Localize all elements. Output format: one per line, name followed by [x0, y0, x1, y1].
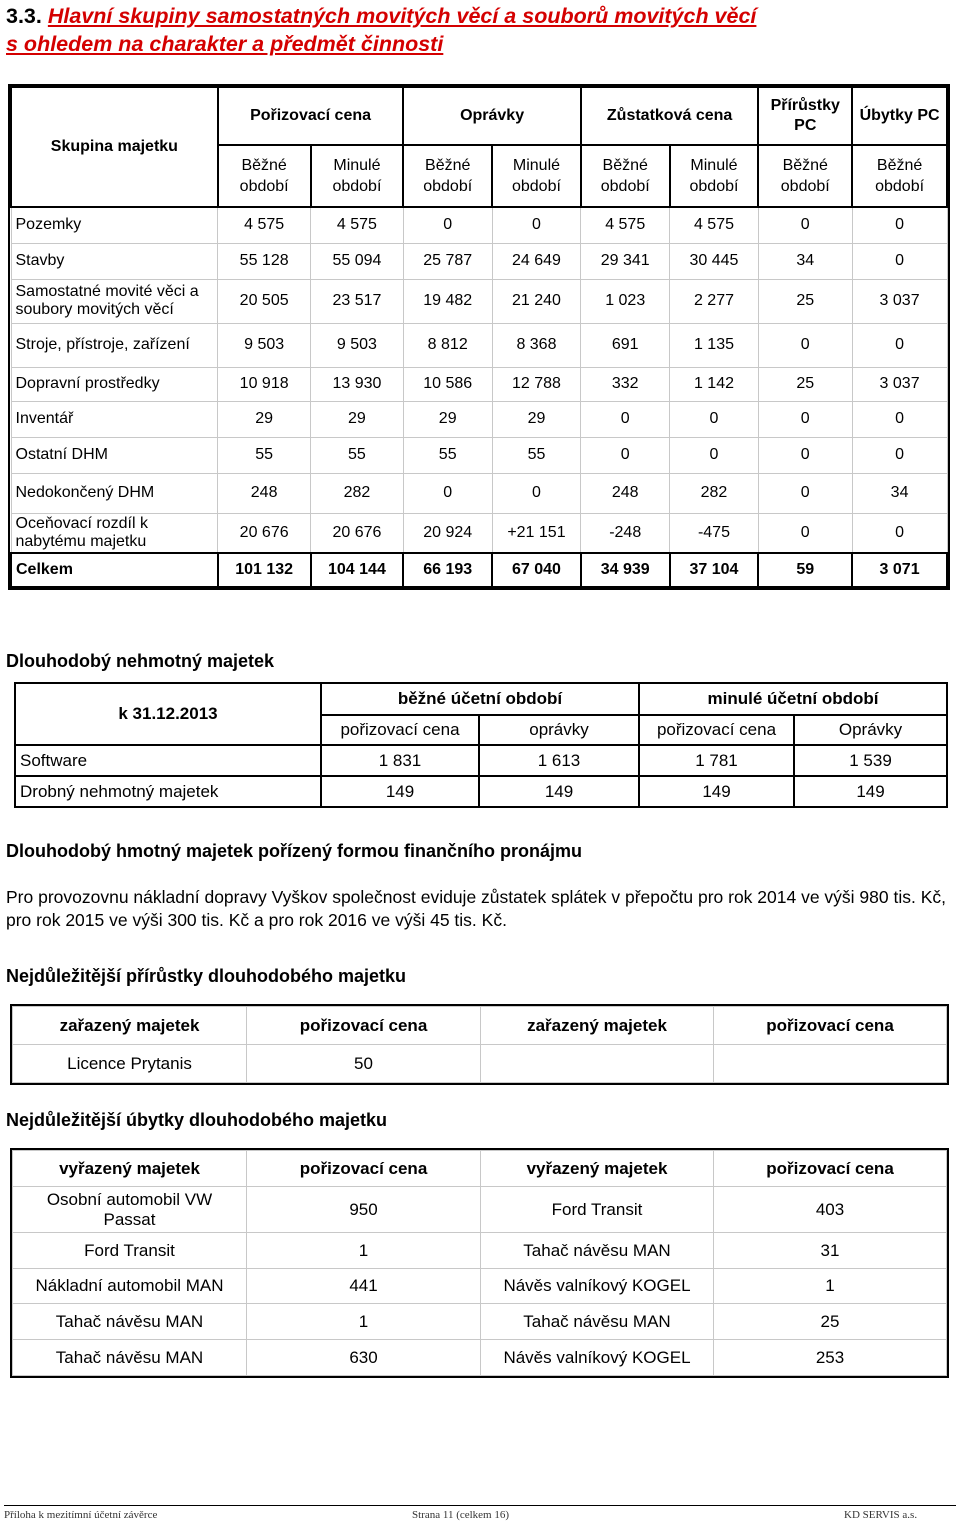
total-value: 101 132	[218, 553, 311, 587]
leasing-heading: Dlouhodobý hmotný majetek pořízený formou finančního pronájmu	[6, 841, 583, 861]
intangible-table	[14, 682, 948, 808]
intangible-current-period: běžné účetní období	[321, 683, 639, 715]
row-cell: 253	[714, 1340, 947, 1376]
row-cell: Ford Transit	[13, 1233, 247, 1269]
total-value: 37 104	[670, 553, 759, 587]
period-current: Běžné období	[852, 145, 947, 207]
disposals-header: pořizovací cena	[714, 1151, 947, 1187]
row-value: 12 788	[492, 367, 581, 401]
row-cell: Návěs valníkový KOGEL	[481, 1340, 714, 1376]
row-value: 55	[311, 437, 404, 473]
total-row	[11, 553, 947, 587]
row-value: 20 924	[403, 513, 492, 553]
row-value: 34	[758, 243, 852, 279]
row-value: 149	[794, 776, 947, 807]
row-cell: 630	[247, 1340, 481, 1376]
table-row	[11, 243, 947, 279]
additions-heading: Nejdůležitější přírůstky dlouhodobého majetku	[6, 966, 407, 986]
row-value: 29	[218, 401, 311, 437]
row-value: 29	[492, 401, 581, 437]
row-cell: Nákladní automobil MAN	[13, 1269, 247, 1304]
total-label: Celkem	[11, 553, 218, 587]
row-cell: 950	[247, 1187, 481, 1233]
table-row	[11, 323, 947, 367]
row-value: 13 930	[311, 367, 404, 401]
row-value: 0	[758, 207, 852, 243]
row-value: 4 575	[670, 207, 759, 243]
row-cell: 1	[714, 1269, 947, 1304]
total-value: 34 939	[581, 553, 670, 587]
row-value: 3 037	[852, 279, 947, 323]
period-current: Běžné období	[403, 145, 492, 207]
row-value: 0	[403, 473, 492, 513]
group-header: Skupina majetku	[11, 87, 218, 207]
intangible-previous-period: minulé účetní období	[639, 683, 947, 715]
row-label: Ostatní DHM	[11, 437, 218, 473]
row-value: 332	[581, 367, 670, 401]
intangible-col: pořizovací cena	[321, 715, 479, 745]
row-cell	[714, 1045, 947, 1083]
intangible-date: k 31.12.2013	[15, 683, 321, 745]
row-value: 8 812	[403, 323, 492, 367]
table-row	[11, 401, 947, 437]
additions-table	[12, 1006, 947, 1083]
row-cell: Tahač návěsu MAN	[13, 1340, 247, 1376]
row-cell: 31	[714, 1233, 947, 1269]
row-value: 0	[670, 401, 759, 437]
intangible-col: pořizovací cena	[639, 715, 794, 745]
row-value: 0	[852, 513, 947, 553]
row-value: 55 128	[218, 243, 311, 279]
row-cell: 1	[247, 1304, 481, 1340]
row-cell	[481, 1045, 714, 1083]
row-label: Nedokončený DHM	[11, 473, 218, 513]
table-row	[15, 745, 947, 776]
row-cell: 50	[247, 1045, 481, 1083]
row-value: 0	[581, 437, 670, 473]
table-row	[13, 1304, 947, 1340]
row-value: 0	[492, 207, 581, 243]
row-value: 4 575	[218, 207, 311, 243]
row-value: 29	[403, 401, 492, 437]
footer-left: Příloha k mezitímní účetní závěrce	[4, 1509, 158, 1521]
row-value: 9 503	[311, 323, 404, 367]
row-value: 55	[403, 437, 492, 473]
disposals-heading: Nejdůležitější úbytky dlouhodobého majetku	[6, 1110, 388, 1130]
row-value: 248	[218, 473, 311, 513]
row-value: 1 613	[479, 745, 639, 776]
intangible-col: Oprávky	[794, 715, 947, 745]
row-value: 24 649	[492, 243, 581, 279]
disposals-header: pořizovací cena	[247, 1151, 481, 1187]
row-value: 29 341	[581, 243, 670, 279]
disposals-header: vyřazený majetek	[481, 1151, 714, 1187]
row-label: Samostatné movité věci a soubory movitých věcí	[11, 279, 218, 323]
intangible-col: oprávky	[479, 715, 639, 745]
row-cell: 1	[247, 1233, 481, 1269]
row-value: 0	[403, 207, 492, 243]
additions-header: pořizovací cena	[714, 1007, 947, 1045]
row-value: 1 539	[794, 745, 947, 776]
row-value: 1 023	[581, 279, 670, 323]
period-current: Běžné období	[758, 145, 852, 207]
row-value: 1 831	[321, 745, 479, 776]
row-value: 0	[852, 243, 947, 279]
row-value: 10 918	[218, 367, 311, 401]
row-value: 25 787	[403, 243, 492, 279]
row-value: 1 781	[639, 745, 794, 776]
row-label: Dopravní prostředky	[11, 367, 218, 401]
row-label: Inventář	[11, 401, 218, 437]
row-value: 29	[311, 401, 404, 437]
total-value: 104 144	[311, 553, 404, 587]
row-value: 23 517	[311, 279, 404, 323]
period-previous: Minulé období	[670, 145, 759, 207]
row-value: 30 445	[670, 243, 759, 279]
col-group-depreciation: Oprávky	[403, 87, 581, 145]
row-value: 8 368	[492, 323, 581, 367]
row-value: 282	[311, 473, 404, 513]
section-title-line1: Hlavní skupiny samostatných movitých věcí a souborů movitých věcí	[47, 4, 757, 28]
row-cell: 441	[247, 1269, 481, 1304]
row-cell: Tahač návěsu MAN	[481, 1304, 714, 1340]
row-value: 25	[758, 279, 852, 323]
table-row	[11, 437, 947, 473]
asset-groups-table	[10, 86, 948, 588]
period-previous: Minulé období	[492, 145, 581, 207]
table-row	[13, 1233, 947, 1269]
row-cell: Tahač návěsu MAN	[481, 1233, 714, 1269]
row-value: 149	[639, 776, 794, 807]
section-number: 3.3.	[6, 4, 42, 28]
row-value: 20 676	[311, 513, 404, 553]
table-row	[13, 1045, 947, 1083]
period-previous: Minulé období	[311, 145, 404, 207]
row-value: 0	[852, 437, 947, 473]
table-row	[11, 207, 947, 243]
row-value: 0	[852, 207, 947, 243]
row-value: -475	[670, 513, 759, 553]
row-value: 282	[670, 473, 759, 513]
table-row	[13, 1269, 947, 1304]
row-value: 20 676	[218, 513, 311, 553]
row-value: 20 505	[218, 279, 311, 323]
row-value: 9 503	[218, 323, 311, 367]
row-value: 3 037	[852, 367, 947, 401]
row-label: Oceňovací rozdíl k nabytému majetku	[11, 513, 218, 553]
row-value: 21 240	[492, 279, 581, 323]
row-value: 4 575	[311, 207, 404, 243]
row-value: 55	[492, 437, 581, 473]
row-value: 0	[758, 323, 852, 367]
additions-header: pořizovací cena	[247, 1007, 481, 1045]
row-value: 2 277	[670, 279, 759, 323]
row-value: 34	[852, 473, 947, 513]
table-row	[11, 473, 947, 513]
row-value: 0	[852, 323, 947, 367]
period-current: Běžné období	[218, 145, 311, 207]
row-value: 0	[852, 401, 947, 437]
table-row	[13, 1187, 947, 1233]
row-value: 55	[218, 437, 311, 473]
row-value: 19 482	[403, 279, 492, 323]
row-value: 4 575	[581, 207, 670, 243]
row-value: 1 142	[670, 367, 759, 401]
col-group-residual: Zůstatková cena	[581, 87, 759, 145]
row-cell: Osobní automobil VW Passat	[13, 1187, 247, 1233]
intangible-heading: Dlouhodobý nehmotný majetek	[6, 651, 275, 671]
row-value: 1 135	[670, 323, 759, 367]
row-value: 149	[321, 776, 479, 807]
total-value: 66 193	[403, 553, 492, 587]
period-current: Běžné období	[581, 145, 670, 207]
disposals-header: vyřazený majetek	[13, 1151, 247, 1187]
row-label: Drobný nehmotný majetek	[15, 776, 321, 807]
row-value: 149	[479, 776, 639, 807]
row-value: 248	[581, 473, 670, 513]
total-value: 3 071	[852, 553, 947, 587]
row-cell: Tahač návěsu MAN	[13, 1304, 247, 1340]
row-cell: Ford Transit	[481, 1187, 714, 1233]
row-value: 0	[758, 473, 852, 513]
row-value: 0	[758, 513, 852, 553]
row-value: 691	[581, 323, 670, 367]
row-value: 10 586	[403, 367, 492, 401]
total-value: 59	[758, 553, 852, 587]
row-value: 0	[581, 401, 670, 437]
additions-header: zařazený majetek	[13, 1007, 247, 1045]
row-value: -248	[581, 513, 670, 553]
row-label: Pozemky	[11, 207, 218, 243]
total-value: 67 040	[492, 553, 581, 587]
row-value: 0	[492, 473, 581, 513]
section-title	[6, 2, 956, 58]
row-value: 0	[758, 437, 852, 473]
section-title-line2: s ohledem na charakter a předmět činnosti	[6, 32, 444, 56]
row-label: Stavby	[11, 243, 218, 279]
row-value: 25	[758, 367, 852, 401]
table-row	[11, 279, 947, 323]
footer-right: KD SERVIS a.s.	[844, 1509, 918, 1521]
col-group-acquisition: Pořizovací cena	[218, 87, 404, 145]
row-cell: Licence Prytanis	[13, 1045, 247, 1083]
row-value: 0	[670, 437, 759, 473]
row-cell: 403	[714, 1187, 947, 1233]
row-cell: Návěs valníkový KOGEL	[481, 1269, 714, 1304]
table-row	[15, 776, 947, 807]
table-row	[13, 1340, 947, 1376]
disposals-table	[12, 1150, 947, 1376]
table-row	[11, 513, 947, 553]
footer-divider	[4, 1505, 956, 1506]
row-value: +21 151	[492, 513, 581, 553]
additions-header: zařazený majetek	[481, 1007, 714, 1045]
col-group-disposals: Úbytky PC	[852, 87, 947, 145]
row-value: 55 094	[311, 243, 404, 279]
leasing-text: Pro provozovnu nákladní dopravy Vyškov společnost eviduje zůstatek splátek v přepočtu pro rok 2014 ve výši 980 tis. Kč, pro rok 2015 ve výši 300 tis. Kč a pro rok 2016 ve výši 45 tis. Kč.	[6, 887, 946, 930]
row-value: 0	[758, 401, 852, 437]
row-cell: 25	[714, 1304, 947, 1340]
col-group-additions: Přírůstky PC	[758, 87, 852, 145]
row-label: Stroje, přístroje, zařízení	[11, 323, 218, 367]
footer-center: Strana 11 (celkem 16)	[412, 1509, 510, 1521]
row-label: Software	[15, 745, 321, 776]
table-row	[11, 367, 947, 401]
